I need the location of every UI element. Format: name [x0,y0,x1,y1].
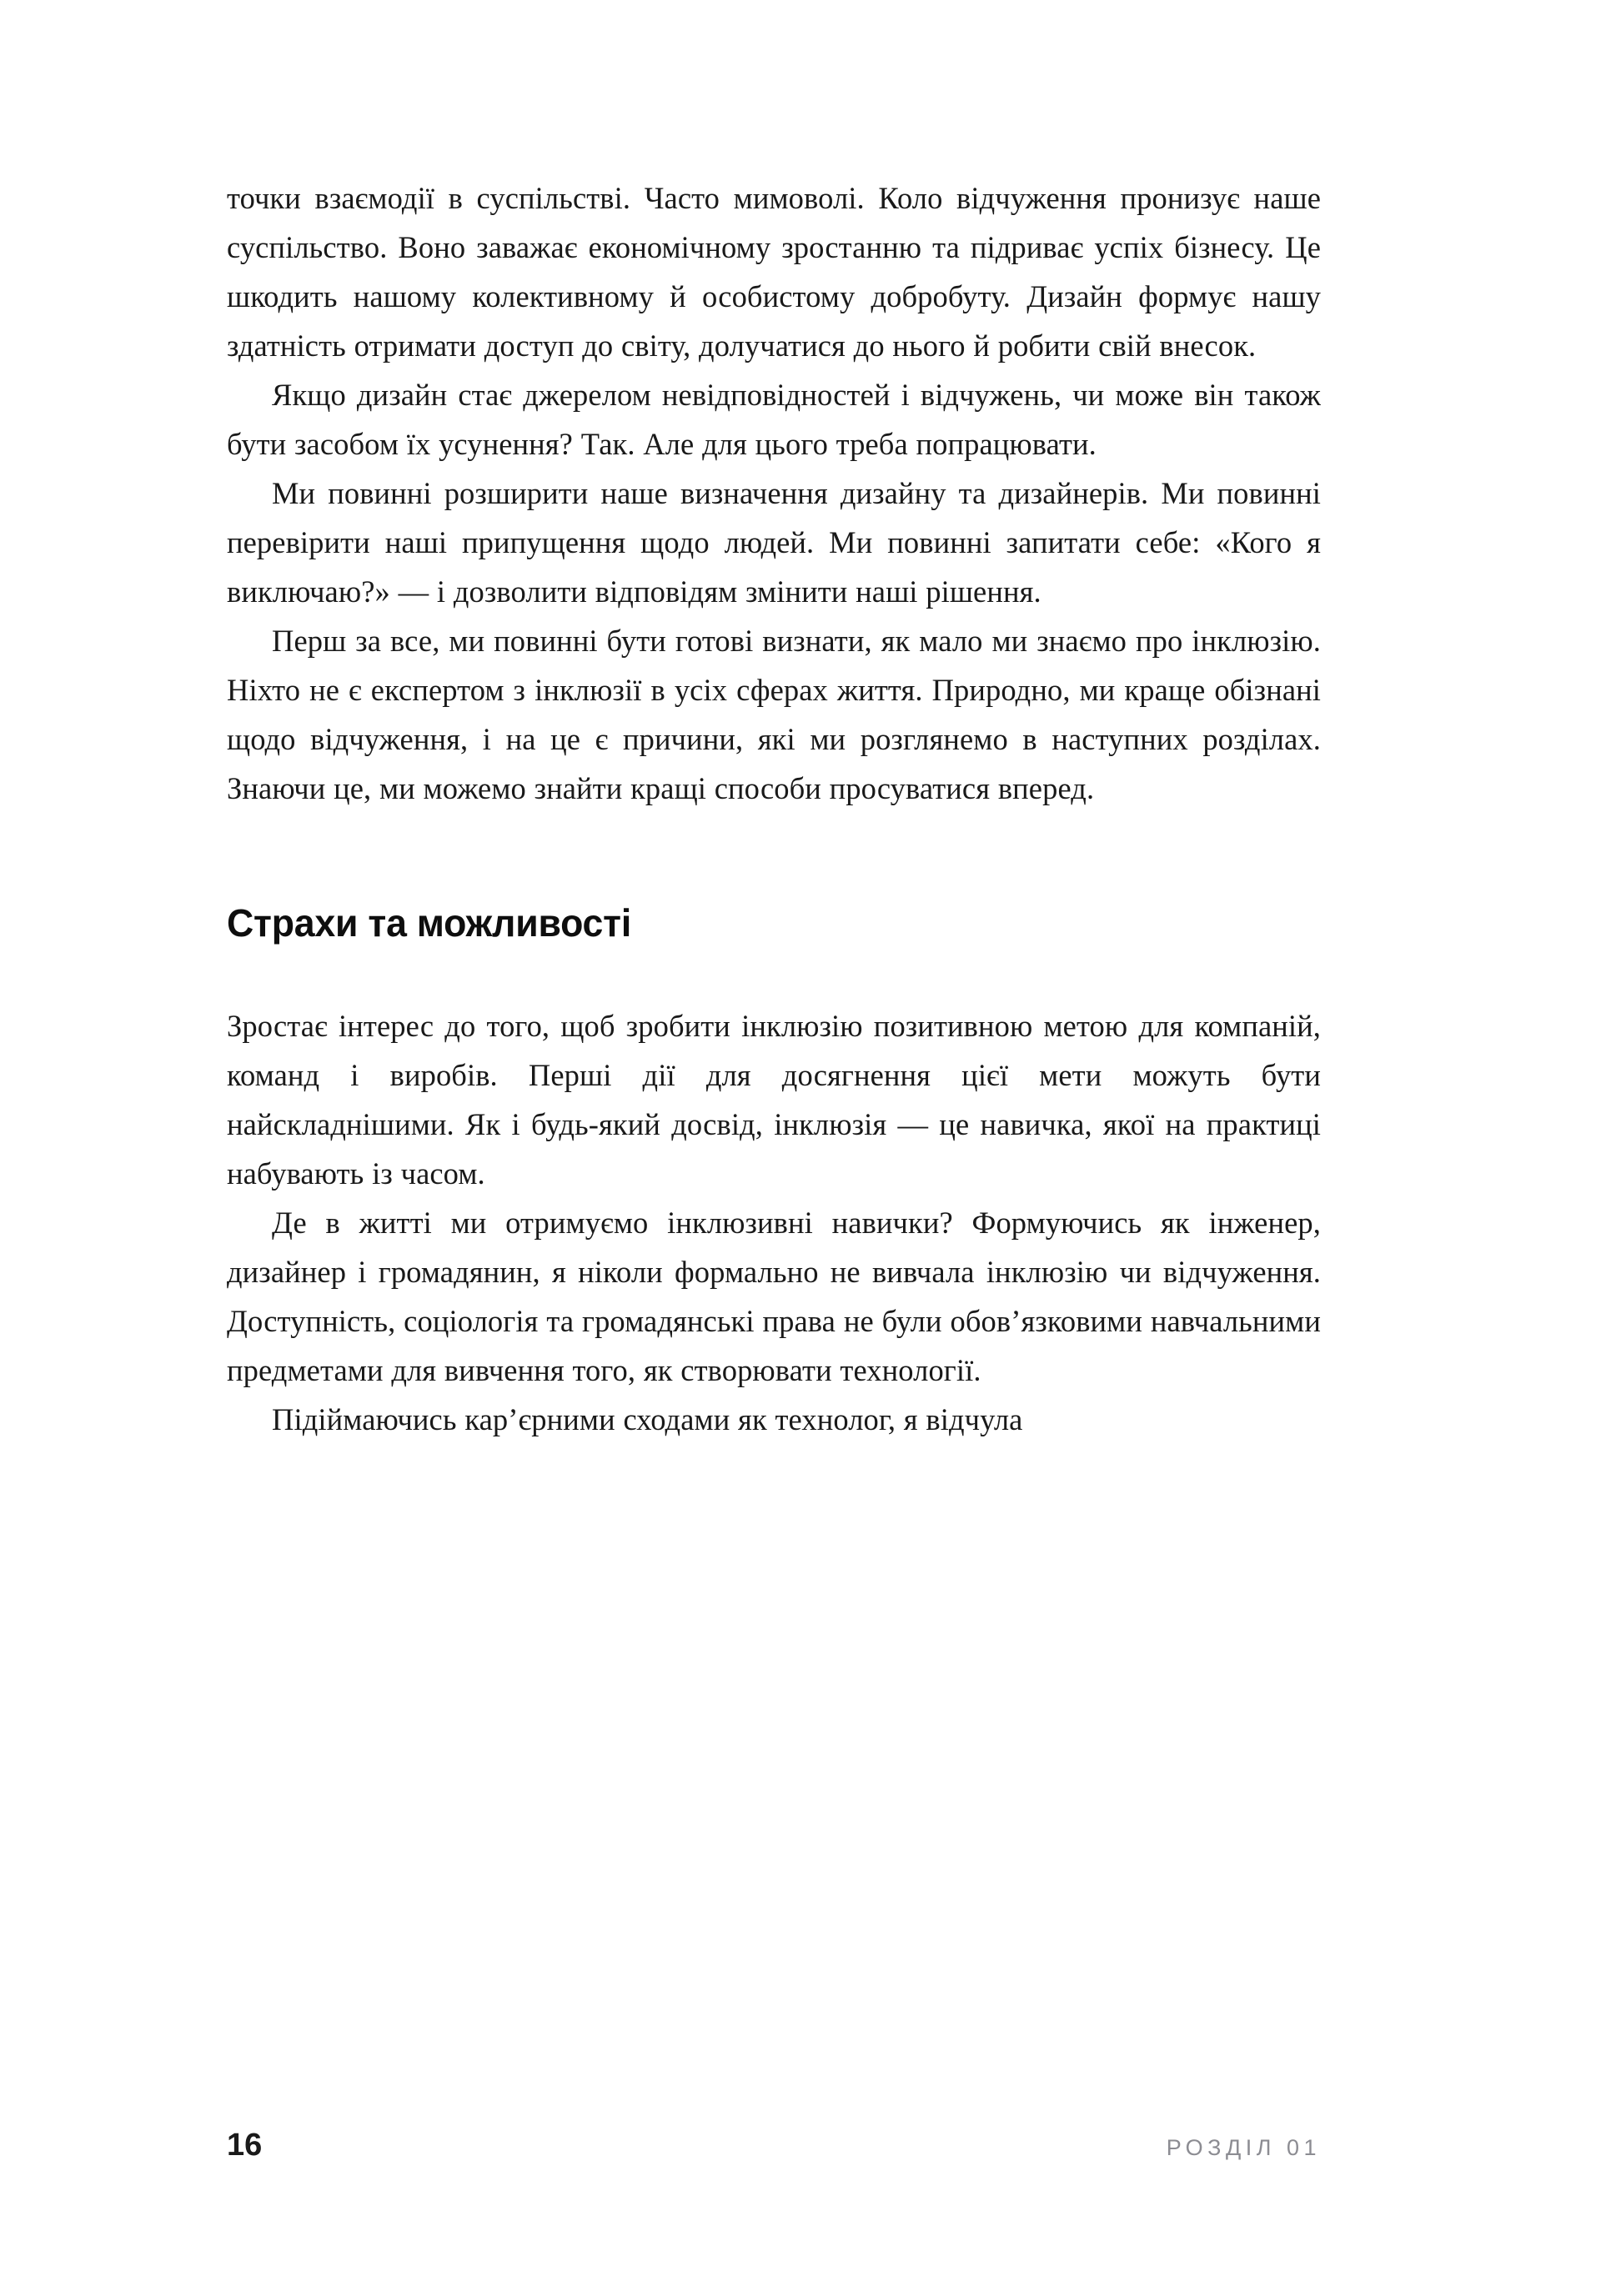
body-paragraph: Підіймаючись кар’єрними сходами як технолог, я відчула [272,1402,1023,1436]
body-paragraph: Якщо дизайн стає джерелом невідповідностей і відчужень, чи може він також бути засобом їх усунення? Так. Але для цього треба попрацювати. [227,378,1321,461]
body-paragraph: Зростає інтерес до того, щоб зробити інклюзію позитивною метою для компаній, команд і виробів. Перші дії для досягнення цієї мети можуть бути найскладнішими. Як і будь-який досвід, інклюзія — це навичка, якої на практиці набувають із часом. [227,1009,1321,1191]
body-paragraph: Ми повинні розширити наше визначення дизайну та дизайнерів. Ми повинні перевірити наші припущення щодо людей. Ми повинні запитати себе: «Кого я виключаю?» — і дозволити відповідям змінити наші рішення. [227,476,1321,609]
page-footer [227,2128,1321,2163]
body-paragraph: Перш за все, ми повинні бути готові визнати, як мало ми знаємо про інклюзію. Ніхто не є експертом з інклюзії в усіх сферах життя. Природно, ми краще обізнані щодо відчуження, і на це є причини, які ми розглянемо в наступних розділах. Знаючи це, ми можемо знайти кращі способи просуватися вперед. [227,624,1321,805]
body-paragraph: Де в житті ми отримуємо інклюзивні навички? Формуючись як інженер, дизайнер і громадянин, я ніколи формально не вивчала інклюзію чи відчуження. Доступність, соціологія та громадянські права не були обов’язковими навчальними предметами для вивчення того, як створювати технології. [227,1206,1321,1387]
chapter-label: РОЗДІЛ 01 [1166,2135,1321,2160]
body-paragraph: точки взаємодії в суспільстві. Часто мимоволі. Коло відчуження пронизує наше суспільство. Воно заважає економічному зростанню та підриває успіх бізнесу. Це шкодить нашому колективному й особистому добробуту. Дизайн формує нашу здатність отримати доступ до світу, долучатися до нього й робити свій внесок. [227,181,1321,363]
page-number: 16 [227,2128,263,2163]
page-body-content [227,173,1321,1444]
heading-spacer-top [227,813,1321,900]
heading-spacer-bottom [227,946,1321,1001]
section-heading: Страхи та можливості [227,901,632,945]
